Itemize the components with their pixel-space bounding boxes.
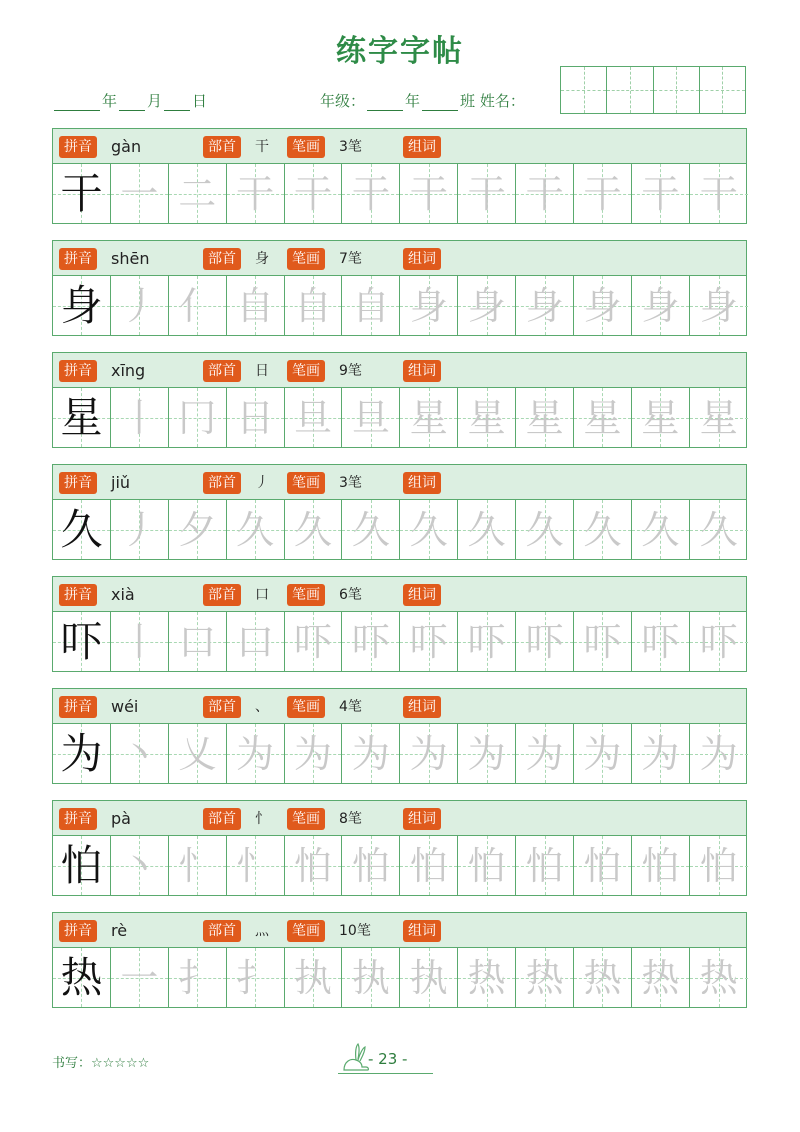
char-header: [52, 240, 747, 276]
trace-cell[interactable]: [574, 612, 632, 671]
trace-char: 扌: [236, 955, 275, 1000]
trace-char: 丿: [120, 507, 159, 552]
pinyin-tag: 拼音: [59, 472, 97, 494]
class-label: 班: [460, 92, 476, 110]
trace-cell[interactable]: [285, 276, 343, 335]
words-tag: 组词: [403, 248, 441, 270]
practice-grid: [52, 276, 747, 336]
model-char: 怕: [60, 840, 103, 890]
words-tag: 组词: [403, 584, 441, 606]
trace-char: 吓: [583, 619, 622, 664]
strokes-value: 4笔: [339, 699, 362, 715]
grade-year-label: 年: [405, 92, 421, 110]
trace-cell[interactable]: [400, 388, 458, 447]
month-label: 月: [147, 92, 163, 110]
trace-char: 星: [467, 395, 506, 440]
pinyin-value: xià: [111, 585, 135, 604]
radical-tag: 部首: [203, 136, 241, 158]
year-label: 年: [102, 92, 118, 110]
model-char: 热: [60, 952, 103, 1002]
trace-char: 为: [467, 731, 506, 776]
pinyin-value: shēn: [111, 249, 150, 268]
trace-cell[interactable]: [690, 612, 748, 671]
trace-char: 身: [699, 283, 738, 328]
trace-cell[interactable]: [690, 388, 748, 447]
trace-char: 忄: [236, 843, 275, 888]
trace-cell[interactable]: [400, 276, 458, 335]
trace-char: 丶: [120, 843, 159, 888]
trace-cell[interactable]: [458, 164, 516, 223]
trace-char: 久: [525, 507, 564, 552]
trace-char: 忄: [178, 843, 217, 888]
trace-char: 自: [294, 283, 333, 328]
grade-line: [320, 90, 525, 111]
trace-cell[interactable]: [574, 276, 632, 335]
trace-cell[interactable]: [690, 276, 748, 335]
trace-char: 星: [641, 395, 680, 440]
model-char-cell: [53, 164, 111, 223]
char-block-1: [52, 128, 747, 224]
trace-char: 为: [699, 731, 738, 776]
model-char-cell: [53, 388, 111, 447]
trace-cell[interactable]: [574, 836, 632, 895]
radical-tag: 部首: [203, 808, 241, 830]
trace-char: 热: [525, 955, 564, 1000]
char-header: [52, 800, 747, 836]
model-char-cell: [53, 612, 111, 671]
char-header: [52, 688, 747, 724]
trace-char: 久: [294, 507, 333, 552]
char-block-3: [52, 352, 747, 448]
model-char: 星: [60, 392, 103, 442]
trace-cell[interactable]: [227, 724, 285, 783]
radical-tag: 部首: [203, 360, 241, 382]
trace-cell[interactable]: [574, 724, 632, 783]
words-tag: 组词: [403, 360, 441, 382]
trace-cell[interactable]: [227, 500, 285, 559]
pinyin-value: xīng: [111, 361, 146, 380]
trace-cell[interactable]: [632, 948, 690, 1007]
char-block-4: [52, 464, 747, 560]
radical-value: 口: [255, 587, 269, 603]
trace-cell[interactable]: [227, 612, 285, 671]
trace-char: 干: [294, 171, 333, 216]
trace-char: 为: [236, 731, 275, 776]
model-char: 身: [60, 280, 103, 330]
trace-char: 夕: [178, 507, 217, 552]
trace-cell[interactable]: [111, 500, 169, 559]
date-line: [52, 90, 207, 111]
model-char-cell: [53, 500, 111, 559]
practice-grid: [52, 388, 747, 448]
trace-cell[interactable]: [574, 948, 632, 1007]
char-header: [52, 128, 747, 164]
trace-cell[interactable]: [458, 276, 516, 335]
trace-char: 怕: [467, 843, 506, 888]
trace-char: 身: [641, 283, 680, 328]
trace-char: 吓: [641, 619, 680, 664]
words-tag: 组词: [403, 696, 441, 718]
trace-char: 一: [120, 171, 159, 216]
char-block-2: [52, 240, 747, 336]
radical-value: 忄: [255, 811, 269, 827]
trace-cell[interactable]: [169, 276, 227, 335]
radical-value: 身: [255, 251, 269, 267]
trace-cell[interactable]: [285, 724, 343, 783]
trace-cell[interactable]: [111, 164, 169, 223]
trace-cell[interactable]: [342, 500, 400, 559]
trace-char: 亻: [178, 283, 217, 328]
trace-char: 怕: [583, 843, 622, 888]
trace-char: 冂: [178, 395, 217, 440]
trace-cell[interactable]: [227, 276, 285, 335]
trace-cell[interactable]: [227, 948, 285, 1007]
trace-cell[interactable]: [400, 948, 458, 1007]
pinyin-value: jiǔ: [111, 473, 131, 492]
trace-cell[interactable]: [632, 836, 690, 895]
trace-char: 热: [699, 955, 738, 1000]
radical-value: 灬: [255, 923, 269, 939]
char-block-6: [52, 688, 747, 784]
trace-cell[interactable]: [516, 948, 574, 1007]
pinyin-value: pà: [111, 809, 131, 828]
trace-cell[interactable]: [342, 276, 400, 335]
practice-grid: [52, 948, 747, 1008]
trace-char: 吓: [409, 619, 448, 664]
trace-cell[interactable]: [516, 836, 574, 895]
trace-char: 星: [525, 395, 564, 440]
trace-cell[interactable]: [516, 276, 574, 335]
trace-char: 为: [525, 731, 564, 776]
name-box[interactable]: [560, 66, 746, 114]
trace-cell[interactable]: [285, 612, 343, 671]
radical-tag: 部首: [203, 696, 241, 718]
trace-cell[interactable]: [169, 388, 227, 447]
pinyin-tag: 拼音: [59, 808, 97, 830]
trace-char: 星: [409, 395, 448, 440]
trace-cell[interactable]: [516, 500, 574, 559]
trace-cell[interactable]: [169, 948, 227, 1007]
trace-char: 为: [294, 731, 333, 776]
words-tag: 组词: [403, 920, 441, 942]
trace-char: 为: [641, 731, 680, 776]
trace-cell[interactable]: [111, 836, 169, 895]
trace-char: 干: [583, 171, 622, 216]
trace-char: 旦: [294, 395, 333, 440]
trace-cell[interactable]: [632, 724, 690, 783]
trace-cell[interactable]: [458, 388, 516, 447]
char-block-8: [52, 912, 747, 1008]
radical-tag: 部首: [203, 920, 241, 942]
practice-grid: [52, 724, 747, 784]
trace-char: 口: [178, 619, 217, 664]
trace-cell[interactable]: [690, 724, 748, 783]
trace-cell[interactable]: [227, 388, 285, 447]
trace-char: 干: [409, 171, 448, 216]
strokes-tag: 笔画: [287, 360, 325, 382]
trace-cell[interactable]: [632, 388, 690, 447]
trace-char: 执: [409, 955, 448, 1000]
strokes-value: 9笔: [339, 363, 362, 379]
trace-cell[interactable]: [632, 164, 690, 223]
pinyin-tag: 拼音: [59, 248, 97, 270]
trace-cell[interactable]: [574, 388, 632, 447]
trace-cell[interactable]: [227, 836, 285, 895]
trace-char: 干: [467, 171, 506, 216]
strokes-value: 8笔: [339, 811, 362, 827]
radical-value: 日: [255, 363, 269, 379]
trace-char: 热: [467, 955, 506, 1000]
strokes-value: 3笔: [339, 139, 362, 155]
trace-cell[interactable]: [285, 500, 343, 559]
radical-value: 、: [255, 699, 269, 715]
trace-char: 久: [641, 507, 680, 552]
trace-cell[interactable]: [111, 724, 169, 783]
trace-cell[interactable]: [342, 836, 400, 895]
trace-char: 热: [641, 955, 680, 1000]
trace-cell[interactable]: [342, 948, 400, 1007]
model-char-cell: [53, 948, 111, 1007]
model-char: 久: [60, 504, 103, 554]
trace-cell[interactable]: [632, 500, 690, 559]
page-title: 练字字帖: [336, 34, 464, 69]
trace-cell[interactable]: [342, 388, 400, 447]
strokes-tag: 笔画: [287, 808, 325, 830]
pinyin-value: wéi: [111, 697, 139, 716]
strokes-tag: 笔画: [287, 248, 325, 270]
trace-char: 为: [409, 731, 448, 776]
strokes-tag: 笔画: [287, 696, 325, 718]
practice-grid: [52, 164, 747, 224]
words-tag: 组词: [403, 808, 441, 830]
trace-cell[interactable]: [227, 164, 285, 223]
trace-char: 久: [699, 507, 738, 552]
char-block-5: [52, 576, 747, 672]
trace-cell[interactable]: [169, 836, 227, 895]
practice-grid: [52, 612, 747, 672]
model-char: 干: [60, 168, 103, 218]
trace-char: 星: [699, 395, 738, 440]
words-tag: 组词: [403, 472, 441, 494]
trace-cell[interactable]: [169, 724, 227, 783]
trace-cell[interactable]: [111, 612, 169, 671]
pinyin-value: gàn: [111, 137, 142, 156]
trace-char: 执: [351, 955, 390, 1000]
trace-cell[interactable]: [342, 612, 400, 671]
trace-char: 为: [351, 731, 390, 776]
trace-char: 怕: [641, 843, 680, 888]
trace-char: 为: [583, 731, 622, 776]
grade-label: 年级：: [320, 92, 366, 110]
model-char-cell: [53, 836, 111, 895]
trace-char: 执: [294, 955, 333, 1000]
trace-cell[interactable]: [400, 612, 458, 671]
day-label: 日: [192, 92, 208, 110]
trace-cell[interactable]: [169, 500, 227, 559]
model-char: 为: [60, 728, 103, 778]
trace-cell[interactable]: [169, 612, 227, 671]
trace-cell[interactable]: [111, 948, 169, 1007]
trace-char: 身: [467, 283, 506, 328]
trace-char: 久: [583, 507, 622, 552]
strokes-tag: 笔画: [287, 472, 325, 494]
trace-cell[interactable]: [516, 724, 574, 783]
strokes-value: 6笔: [339, 587, 362, 603]
trace-char: 自: [351, 283, 390, 328]
trace-char: 久: [409, 507, 448, 552]
trace-char: 身: [583, 283, 622, 328]
strokes-tag: 笔画: [287, 584, 325, 606]
trace-cell[interactable]: [516, 612, 574, 671]
trace-cell[interactable]: [516, 164, 574, 223]
pinyin-tag: 拼音: [59, 584, 97, 606]
trace-cell[interactable]: [285, 388, 343, 447]
strokes-value: 3笔: [339, 475, 362, 491]
strokes-value: 10笔: [339, 923, 371, 939]
trace-cell[interactable]: [574, 164, 632, 223]
pinyin-tag: 拼音: [59, 360, 97, 382]
trace-char: 干: [699, 171, 738, 216]
rabbit-icon: [338, 1040, 372, 1074]
radical-value: 丿: [255, 475, 269, 491]
strokes-tag: 笔画: [287, 920, 325, 942]
pinyin-value: rè: [111, 921, 128, 940]
trace-cell[interactable]: [458, 836, 516, 895]
trace-cell[interactable]: [458, 948, 516, 1007]
trace-cell[interactable]: [458, 500, 516, 559]
trace-cell[interactable]: [111, 276, 169, 335]
trace-char: 干: [525, 171, 564, 216]
trace-char: 星: [583, 395, 622, 440]
trace-char: 乂: [178, 731, 217, 776]
trace-char: 吓: [467, 619, 506, 664]
trace-cell[interactable]: [690, 836, 748, 895]
trace-cell[interactable]: [400, 164, 458, 223]
trace-char: 口: [236, 619, 275, 664]
trace-char: 丿: [120, 283, 159, 328]
trace-char: 久: [467, 507, 506, 552]
trace-cell[interactable]: [285, 164, 343, 223]
radical-tag: 部首: [203, 248, 241, 270]
trace-char: 旦: [351, 395, 390, 440]
char-header: [52, 912, 747, 948]
trace-char: 自: [236, 283, 275, 328]
model-char-cell: [53, 276, 111, 335]
trace-cell[interactable]: [285, 948, 343, 1007]
trace-cell[interactable]: [574, 500, 632, 559]
trace-char: 扌: [178, 955, 217, 1000]
pinyin-tag: 拼音: [59, 920, 97, 942]
trace-char: 干: [236, 171, 275, 216]
rating-label: 书写：☆☆☆☆☆: [52, 1056, 150, 1071]
trace-char: 热: [583, 955, 622, 1000]
trace-char: 久: [351, 507, 390, 552]
practice-grid: [52, 500, 747, 560]
trace-char: 丨: [120, 619, 159, 664]
page-number: - 23 -: [368, 1050, 408, 1068]
char-header: [52, 464, 747, 500]
trace-cell[interactable]: [458, 612, 516, 671]
practice-grid: [52, 836, 747, 896]
page-number-area: [338, 1048, 433, 1076]
trace-char: 日: [236, 395, 275, 440]
trace-char: 身: [525, 283, 564, 328]
trace-char: 一: [120, 955, 159, 1000]
trace-char: 干: [641, 171, 680, 216]
char-header: [52, 352, 747, 388]
trace-char: 怕: [699, 843, 738, 888]
trace-char: 丨: [120, 395, 159, 440]
trace-char: 二: [178, 171, 217, 216]
trace-char: 吓: [699, 619, 738, 664]
trace-cell[interactable]: [285, 836, 343, 895]
trace-cell[interactable]: [690, 948, 748, 1007]
strokes-value: 7笔: [339, 251, 362, 267]
name-label: 姓名：: [479, 92, 525, 110]
trace-char: 怕: [294, 843, 333, 888]
trace-char: 丶: [120, 731, 159, 776]
trace-cell[interactable]: [169, 164, 227, 223]
radical-tag: 部首: [203, 472, 241, 494]
trace-cell[interactable]: [632, 612, 690, 671]
trace-cell[interactable]: [400, 724, 458, 783]
trace-char: 怕: [409, 843, 448, 888]
trace-char: 久: [236, 507, 275, 552]
trace-cell[interactable]: [516, 388, 574, 447]
trace-cell[interactable]: [690, 500, 748, 559]
char-block-7: [52, 800, 747, 896]
trace-char: 吓: [294, 619, 333, 664]
trace-cell[interactable]: [458, 724, 516, 783]
pinyin-tag: 拼音: [59, 136, 97, 158]
model-char-cell: [53, 724, 111, 783]
char-header: [52, 576, 747, 612]
trace-char: 怕: [351, 843, 390, 888]
trace-char: 吓: [351, 619, 390, 664]
words-tag: 组词: [403, 136, 441, 158]
trace-cell[interactable]: [342, 164, 400, 223]
trace-cell[interactable]: [400, 836, 458, 895]
trace-cell[interactable]: [400, 500, 458, 559]
trace-cell[interactable]: [111, 388, 169, 447]
trace-cell[interactable]: [342, 724, 400, 783]
radical-tag: 部首: [203, 584, 241, 606]
trace-char: 怕: [525, 843, 564, 888]
model-char: 吓: [60, 616, 103, 666]
pinyin-tag: 拼音: [59, 696, 97, 718]
radical-value: 干: [255, 139, 269, 155]
trace-char: 吓: [525, 619, 564, 664]
trace-char: 身: [409, 283, 448, 328]
trace-char: 干: [351, 171, 390, 216]
strokes-tag: 笔画: [287, 136, 325, 158]
trace-cell[interactable]: [632, 276, 690, 335]
trace-cell[interactable]: [690, 164, 748, 223]
